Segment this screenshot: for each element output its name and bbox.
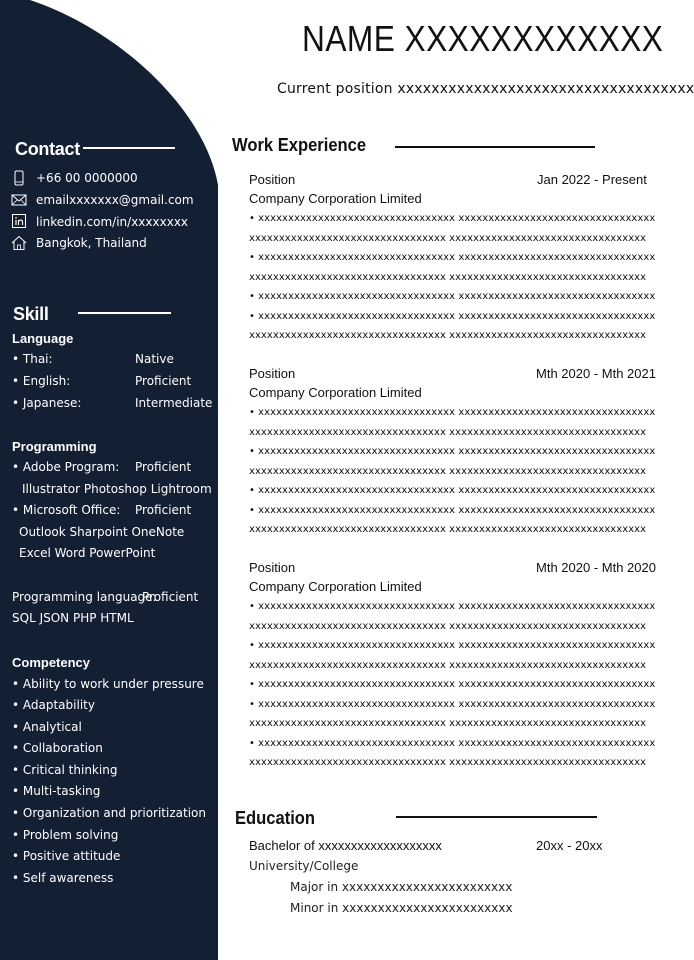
education-date: 20xx - 20xx [536,838,603,853]
education-rule [396,816,597,818]
competency-item: • Problem solving [12,828,119,842]
job-bullet-line: xxxxxxxxxxxxxxxxxxxxxxxxxxxxxxxxx xxxxxxxxxxxxxxxxxxxxxxxxxxxxxxxxx [249,757,647,768]
language-heading: Language [12,331,74,346]
job-date: Mth 2020 - Mth 2021 [536,366,656,381]
language-thai-level: Native [135,352,174,366]
language-japanese: • Japanese: [12,396,82,410]
job-bullet-line: • xxxxxxxxxxxxxxxxxxxxxxxxxxxxxxxxx xxxxxxxxxxxxxxxxxxxxxxxxxxxxxxxxx [249,213,656,224]
education-minor: Minor in xxxxxxxxxxxxxxxxxxxxxxxx [290,901,513,915]
competency-item: • Ability to work under pressure [12,677,204,691]
candidate-name: NAME XXXXXXXXXXXX [302,18,664,59]
job-bullet-line: xxxxxxxxxxxxxxxxxxxxxxxxxxxxxxxxx xxxxxxxxxxxxxxxxxxxxxxxxxxxxxxxxx [249,718,647,729]
job-bullet-line: • xxxxxxxxxxxxxxxxxxxxxxxxxxxxxxxxx xxxxxxxxxxxxxxxxxxxxxxxxxxxxxxxxx [249,485,656,496]
job-company: Company Corporation Limited [249,579,422,594]
job-bullet-line: xxxxxxxxxxxxxxxxxxxxxxxxxxxxxxxxx xxxxxxxxxxxxxxxxxxxxxxxxxxxxxxxxx [249,660,647,671]
competency-item: • Self awareness [12,871,114,885]
language-japanese-level: Intermediate [135,396,213,410]
competency-item: • Positive attitude [12,849,121,863]
job-bullet-line: • xxxxxxxxxxxxxxxxxxxxxxxxxxxxxxxxx xxxxxxxxxxxxxxxxxxxxxxxxxxxxxxxxx [249,407,656,418]
job-date: Mth 2020 - Mth 2020 [536,560,656,575]
microsoft-office-tools-2: Excel Word PowerPoint [19,546,156,560]
work-experience-rule [395,146,595,148]
job-date: Jan 2022 - Present [537,172,647,187]
contact-linkedin[interactable]: linkedin.com/in/xxxxxxxx [36,215,189,229]
language-english: • English: [12,374,71,388]
competency-item: • Multi-tasking [12,784,101,798]
competency-item: • Critical thinking [12,763,118,777]
programming-language-level: Proficient [142,590,199,604]
adobe-program-label: • Adobe Program: [12,460,120,474]
job-bullet-line: • xxxxxxxxxxxxxxxxxxxxxxxxxxxxxxxxx xxxxxxxxxxxxxxxxxxxxxxxxxxxxxxxxx [249,446,656,457]
job-bullet-line: xxxxxxxxxxxxxxxxxxxxxxxxxxxxxxxxx xxxxxxxxxxxxxxxxxxxxxxxxxxxxxxxxx [249,427,647,438]
job-bullet-line: xxxxxxxxxxxxxxxxxxxxxxxxxxxxxxxxx xxxxxxxxxxxxxxxxxxxxxxxxxxxxxxxxx [249,330,647,341]
job-position: Position [249,172,296,187]
job-bullet-line: • xxxxxxxxxxxxxxxxxxxxxxxxxxxxxxxxx xxxxxxxxxxxxxxxxxxxxxxxxxxxxxxxxx [249,252,656,263]
current-position: Current position xxxxxxxxxxxxxxxxxxxxxxxxxxxxxxxxxxx [277,81,694,97]
adobe-program-tools: Illustrator Photoshop Lightroom [22,482,212,496]
competency-item: • Analytical [12,720,82,734]
education-degree: Bachelor of xxxxxxxxxxxxxxxxxxx [249,838,442,853]
job-bullet-line: xxxxxxxxxxxxxxxxxxxxxxxxxxxxxxxxx xxxxxxxxxxxxxxxxxxxxxxxxxxxxxxxxx [249,466,647,477]
programming-heading: Programming [12,439,97,454]
competency-item: • Adaptability [12,698,95,712]
job-bullet-line: xxxxxxxxxxxxxxxxxxxxxxxxxxxxxxxxx xxxxxxxxxxxxxxxxxxxxxxxxxxxxxxxxx [249,272,647,283]
job-bullet-line: • xxxxxxxxxxxxxxxxxxxxxxxxxxxxxxxxx xxxxxxxxxxxxxxxxxxxxxxxxxxxxxxxxx [249,601,656,612]
job-bullet-line: xxxxxxxxxxxxxxxxxxxxxxxxxxxxxxxxx xxxxxxxxxxxxxxxxxxxxxxxxxxxxxxxxx [249,524,647,535]
microsoft-office-label: • Microsoft Office: [12,503,121,517]
job-bullet-line: • xxxxxxxxxxxxxxxxxxxxxxxxxxxxxxxxx xxxxxxxxxxxxxxxxxxxxxxxxxxxxxxxxx [249,640,656,651]
education-heading: Education [235,808,316,828]
job-bullet-line: • xxxxxxxxxxxxxxxxxxxxxxxxxxxxxxxxx xxxxxxxxxxxxxxxxxxxxxxxxxxxxxxxxx [249,505,656,516]
job-bullet-line: • xxxxxxxxxxxxxxxxxxxxxxxxxxxxxxxxx xxxxxxxxxxxxxxxxxxxxxxxxxxxxxxxxx [249,738,656,749]
education-school: University/College [249,859,359,873]
job-position: Position [249,366,296,381]
job-bullet-line: • xxxxxxxxxxxxxxxxxxxxxxxxxxxxxxxxx xxxxxxxxxxxxxxxxxxxxxxxxxxxxxxxxx [249,679,656,690]
job-bullet-line: xxxxxxxxxxxxxxxxxxxxxxxxxxxxxxxxx xxxxxxxxxxxxxxxxxxxxxxxxxxxxxxxxx [249,621,647,632]
job-bullet-line: xxxxxxxxxxxxxxxxxxxxxxxxxxxxxxxxx xxxxxxxxxxxxxxxxxxxxxxxxxxxxxxxxx [249,233,647,244]
contact-email[interactable]: emailxxxxxxx@gmail.com [36,193,194,207]
adobe-program-level: Proficient [135,460,192,474]
education-major: Major in xxxxxxxxxxxxxxxxxxxxxxxx [290,880,513,894]
microsoft-office-tools-1: Outlook Sharpoint OneNote [19,525,185,539]
contact-location: Bangkok, Thailand [36,236,147,250]
language-thai: • Thai: [12,352,53,366]
job-bullet-line: • xxxxxxxxxxxxxxxxxxxxxxxxxxxxxxxxx xxxxxxxxxxxxxxxxxxxxxxxxxxxxxxxxx [249,291,656,302]
competency-item: • Collaboration [12,741,103,755]
job-position: Position [249,560,296,575]
language-english-level: Proficient [135,374,192,388]
microsoft-office-level: Proficient [135,503,192,517]
job-company: Company Corporation Limited [249,385,422,400]
job-bullet-line: • xxxxxxxxxxxxxxxxxxxxxxxxxxxxxxxxx xxxxxxxxxxxxxxxxxxxxxxxxxxxxxxxxx [249,699,656,710]
skill-heading: Skill [13,304,49,324]
contact-phone: +66 00 0000000 [36,171,138,185]
programming-language-label: Programming language: [12,590,157,604]
contact-heading: Contact [15,139,80,159]
job-company: Company Corporation Limited [249,191,422,206]
job-bullet-line: • xxxxxxxxxxxxxxxxxxxxxxxxxxxxxxxxx xxxxxxxxxxxxxxxxxxxxxxxxxxxxxxxxx [249,311,656,322]
competency-item: • Organization and prioritization [12,806,206,820]
programming-language-items: SQL JSON PHP HTML [12,611,134,625]
work-experience-heading: Work Experience [232,135,367,155]
competency-heading: Competency [12,655,91,670]
